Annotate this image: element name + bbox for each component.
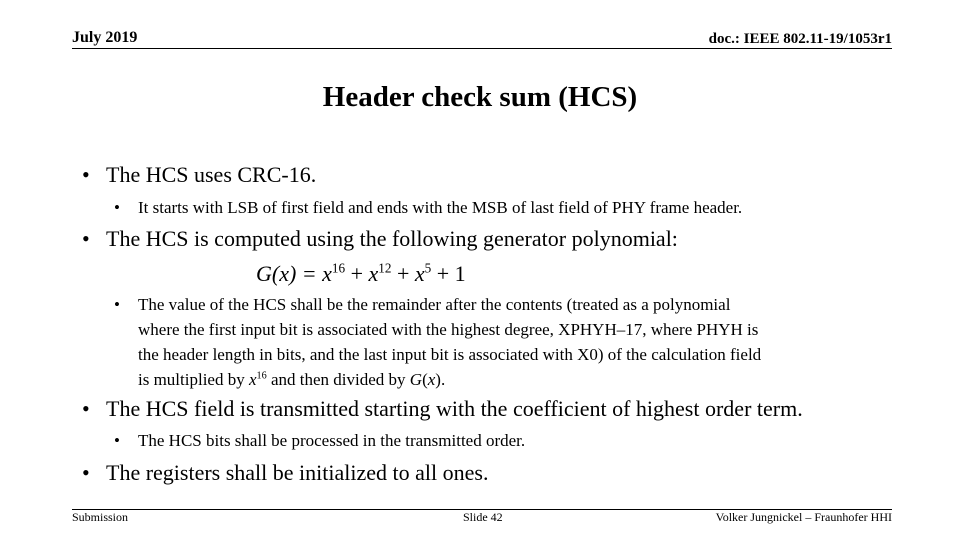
sub-bullet-hcs-value-text xyxy=(138,292,761,392)
formula-x5: $x^5$ xyxy=(414,260,432,286)
footer-author: Volker Jungnickel – Fraunhofer HHI xyxy=(715,510,892,524)
text-line: The value of the HCS shall be the remainder after the contents (treated as a polynomial xyxy=(138,295,731,314)
formula-tail: + 1 xyxy=(431,261,466,286)
bullet-text: The HCS field is transmitted starting with the coefficient of highest order term. xyxy=(106,396,803,421)
polynomial-formula: $G(x) = x^{16} + x^{12} + x^5 + 1$ xyxy=(256,260,466,286)
formula-lhs: G(x) = xyxy=(256,261,323,286)
sub-bullet-text: It starts with LSB of first field and ends with the MSB of last field of PHY frame header. xyxy=(138,198,743,217)
header-doc-id: doc.: IEEE 802.11-19/1053r1 xyxy=(708,31,892,47)
sub-bullet-marker: • xyxy=(114,431,120,450)
header-date: July 2019 xyxy=(72,29,138,46)
footer-slide-number: Slide 42 xyxy=(463,510,503,524)
formula-x12: $x^{12}$ xyxy=(368,260,392,286)
bullet-marker: • xyxy=(82,460,90,485)
sub-bullet-marker: • xyxy=(114,295,120,314)
sub-bullet-marker: • xyxy=(114,198,120,217)
text-line: the header length in bits, and the last input bit is associated with X0) of the calculation field xyxy=(138,345,762,364)
bullet-text: The registers shall be initialized to all ones. xyxy=(106,460,489,485)
slide-title: Header check sum (HCS) xyxy=(322,81,638,113)
sub-bullet-text: The HCS bits shall be processed in the transmitted order. xyxy=(138,431,526,450)
bullet-marker: • xyxy=(82,162,90,187)
bullet-text: The HCS uses CRC-16. xyxy=(106,162,317,187)
text-line: where the first input bit is associated with the highest degree, XPHYH–17, where PHYH is xyxy=(138,320,759,339)
bullet-marker: • xyxy=(82,226,90,251)
header-divider xyxy=(72,48,892,49)
text-line: is multiplied by $x^{16}$ and then divided by G(x). xyxy=(138,370,446,389)
formula-x16: $x^{16}$ xyxy=(322,260,346,286)
bullet-text: The HCS is computed using the following generator polynomial: xyxy=(106,226,678,251)
bullet-marker: • xyxy=(82,396,90,421)
footer-submission: Submission xyxy=(72,510,129,524)
